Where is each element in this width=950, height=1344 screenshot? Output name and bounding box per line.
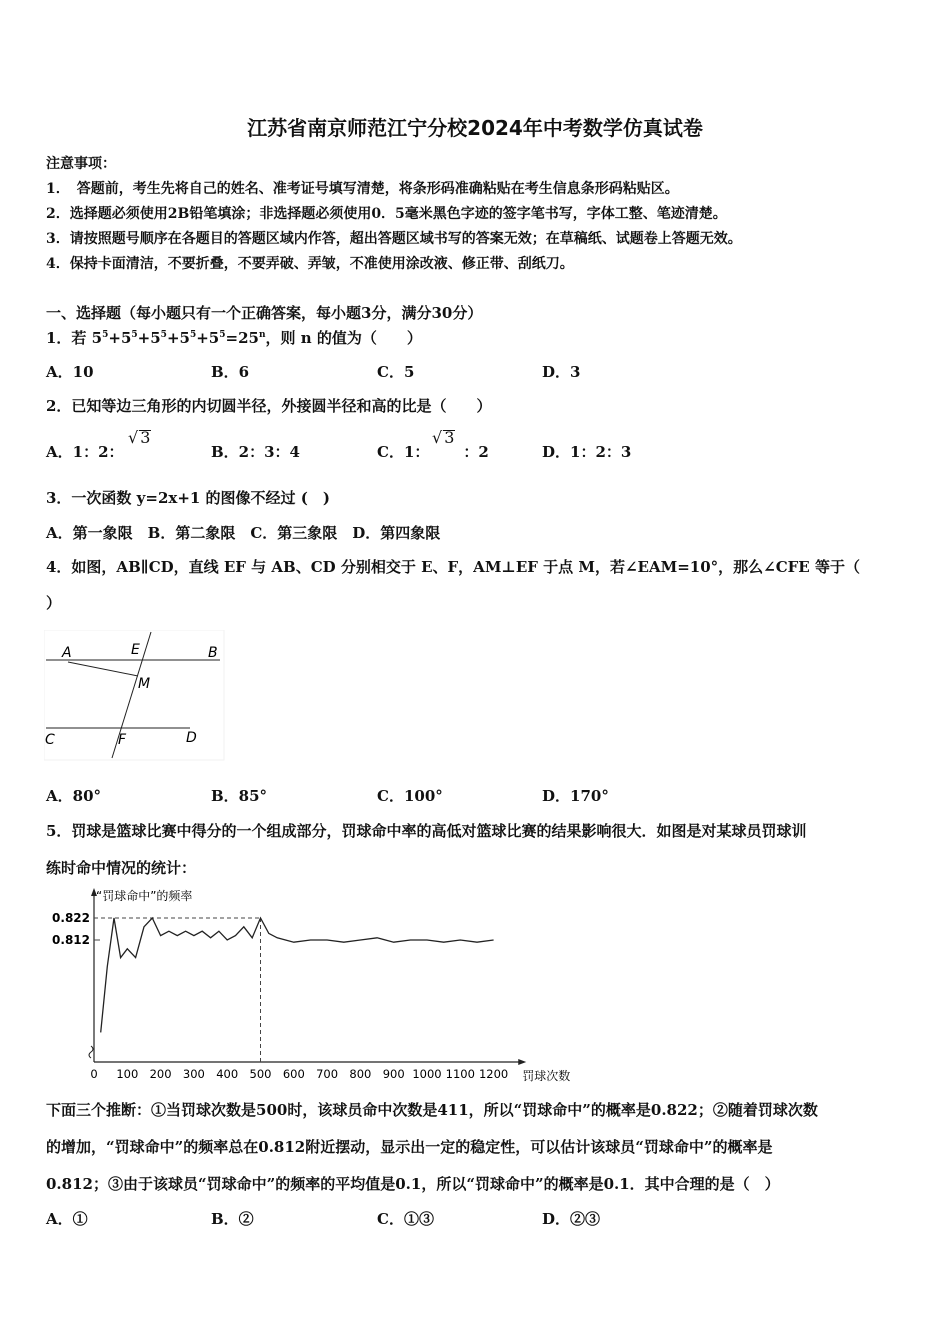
x-tick-label: 600 [282,1067,305,1081]
q5-option-c: C．①③ [377,1210,434,1228]
q2-option-a-text: A．1：2： [46,443,124,461]
notice-item-4: 4．保持卡面清洁，不要折叠，不要弄破、弄皱，不准使用涂改液、修正带、刮纸刀。 [46,256,574,272]
q2-option-b: B．2：3：4 [211,443,300,461]
x-tick-label: 100 [116,1067,139,1081]
x-tick-label: 1000 [412,1067,442,1081]
x-axis-label: 罚球次数 [522,1069,571,1083]
q4-option-a: A．80° [46,787,102,805]
q1-exp: 5 [131,330,138,340]
q1-option-a: A．10 [46,363,94,381]
label-c: C [45,732,55,748]
q2-option-c-suffix: ：2 [463,443,489,461]
q2-option-a-root [128,428,151,447]
q1-option-c: C．5 [377,363,415,381]
q1-term: +5 [108,329,132,347]
radicand: 3 [140,428,151,447]
x-tick-label: 300 [182,1067,205,1081]
q5-option-d: D．②③ [542,1210,601,1228]
q2-option-a [46,441,124,462]
q4-stem-line1: 4．如图，AB∥CD，直线 EF 与 AB、CD 分别相交于 E、F，AM⊥EF 于点 M，若∠EAM=10°，那么∠CFE 等于（ [46,558,860,576]
q1-equals: =25 [225,329,259,347]
q2-stem: 2．已知等边三角形的内切圆半径，外接圆半径和高的比是（ ） [46,397,492,415]
q5-inference-line3: 0.812；③由于该球员“罚球命中”的频率的平均值是0.1，所以“罚球命中”的概率是0.1．其中合理的是（ ） [46,1175,780,1193]
q4-stem-line2: ） [46,594,62,612]
series-frequency-line [101,918,494,1032]
q5-stem-line1: 5．罚球是篮球比赛中得分的一个组成部分，罚球命中率的高低对篮球比赛的结果影响很大．如图是对某球员罚球训 [46,822,807,840]
q5-option-a: A．① [46,1210,88,1228]
radical-icon: √ [128,428,139,447]
q1-exp: 5 [160,330,167,340]
q1-option-b: B．6 [211,363,250,381]
y-tick-label: 0.822 [52,911,90,925]
q4-option-b: B．85° [211,787,268,805]
q1-exp-n: n [258,330,266,340]
label-e: E [131,642,140,658]
q1-exp: 5 [189,330,197,340]
q1-term: +5 [137,329,161,347]
q3-stem: 3．一次函数 y=2x+1 的图像不经过 ( ) [46,489,330,507]
q1-stem [46,327,422,348]
q2-option-c-text: C．1： [377,443,430,461]
radical-icon: √ [432,428,443,447]
notice-item-1: 1． 答题前，考生先将自己的姓名、准考证号填写清楚，将条形码准确粘贴在考生信息条形码粘贴区。 [46,181,679,197]
x-tick-labels [90,1067,508,1081]
label-d: D [186,730,197,746]
y-tick-labels [52,911,90,947]
x-axis-arrow-icon [518,1059,526,1065]
x-tick-label: 0 [90,1067,98,1081]
label-b: B [208,645,218,661]
q1-term: +5 [196,329,220,347]
x-tick-label: 700 [316,1067,339,1081]
q5-inference-line1: 下面三个推断：①当罚球次数是500时，该球员命中次数是411，所以“罚球命中”的概率是0.822；②随着罚球次数 [46,1101,818,1119]
q4-figure [44,630,226,762]
q5-option-b: B．② [211,1210,254,1228]
q1-exp: 5 [102,330,109,340]
label-f: F [118,732,127,748]
q5-inference-line2: 的增加，“罚球命中”的频率总在0.812附近摆动，显示出一定的稳定性，可以估计该球员“罚球命中”的概率是 [46,1138,773,1156]
q4-option-c: C．100° [377,787,443,805]
q1-prefix: 1．若 5 [46,329,103,347]
q5-stem-line2: 练时命中情况的统计： [46,859,197,877]
q3-options: A．第一象限 B．第二象限 C．第三象限 D．第四象限 [46,524,441,542]
q1-option-d: D．3 [542,363,581,381]
q2-option-d: D．1：2：3 [542,443,632,461]
q2-option-c-root [432,428,455,447]
q1-exp: 5 [219,330,226,340]
q1-suffix: ，则 n 的值为（ ） [265,329,422,347]
notice-item-3: 3．请按照题号顺序在各题目的答题区域内作答，超出答题区域书写的答案无效；在草稿纸、试题卷上答题无效。 [46,231,742,247]
section-heading: 一、选择题（每小题只有一个正确答案，每小题3分，满分30分） [46,304,483,322]
page-title: 江苏省南京师范江宁分校2024年中考数学仿真试卷 [247,116,703,140]
label-m: M [138,676,151,692]
x-tick-label: 200 [149,1067,172,1081]
x-tick-label: 900 [382,1067,405,1081]
notice-item-2: 2．选择题必须使用2B铅笔填涂；非选择题必须使用0．5毫米黑色字迹的签字笔书写，字体工整、笔迹清楚。 [46,206,727,222]
q1-term: +5 [166,329,190,347]
axis-break-icon [89,1046,93,1058]
notice-heading: 注意事项： [46,156,116,172]
x-tick-label: 800 [349,1067,372,1081]
y-axis-label: “罚球命中”的频率 [96,889,193,903]
x-tick-label: 400 [216,1067,239,1081]
q4-option-d: D．170° [542,787,609,805]
radicand: 3 [444,428,455,447]
y-tick-label: 0.812 [52,933,90,947]
frequency-chart [44,884,584,1090]
x-tick-label: 500 [249,1067,272,1081]
x-tick-label: 1200 [478,1067,509,1081]
x-tick-label: 1100 [445,1067,475,1081]
label-a: A [62,645,72,661]
